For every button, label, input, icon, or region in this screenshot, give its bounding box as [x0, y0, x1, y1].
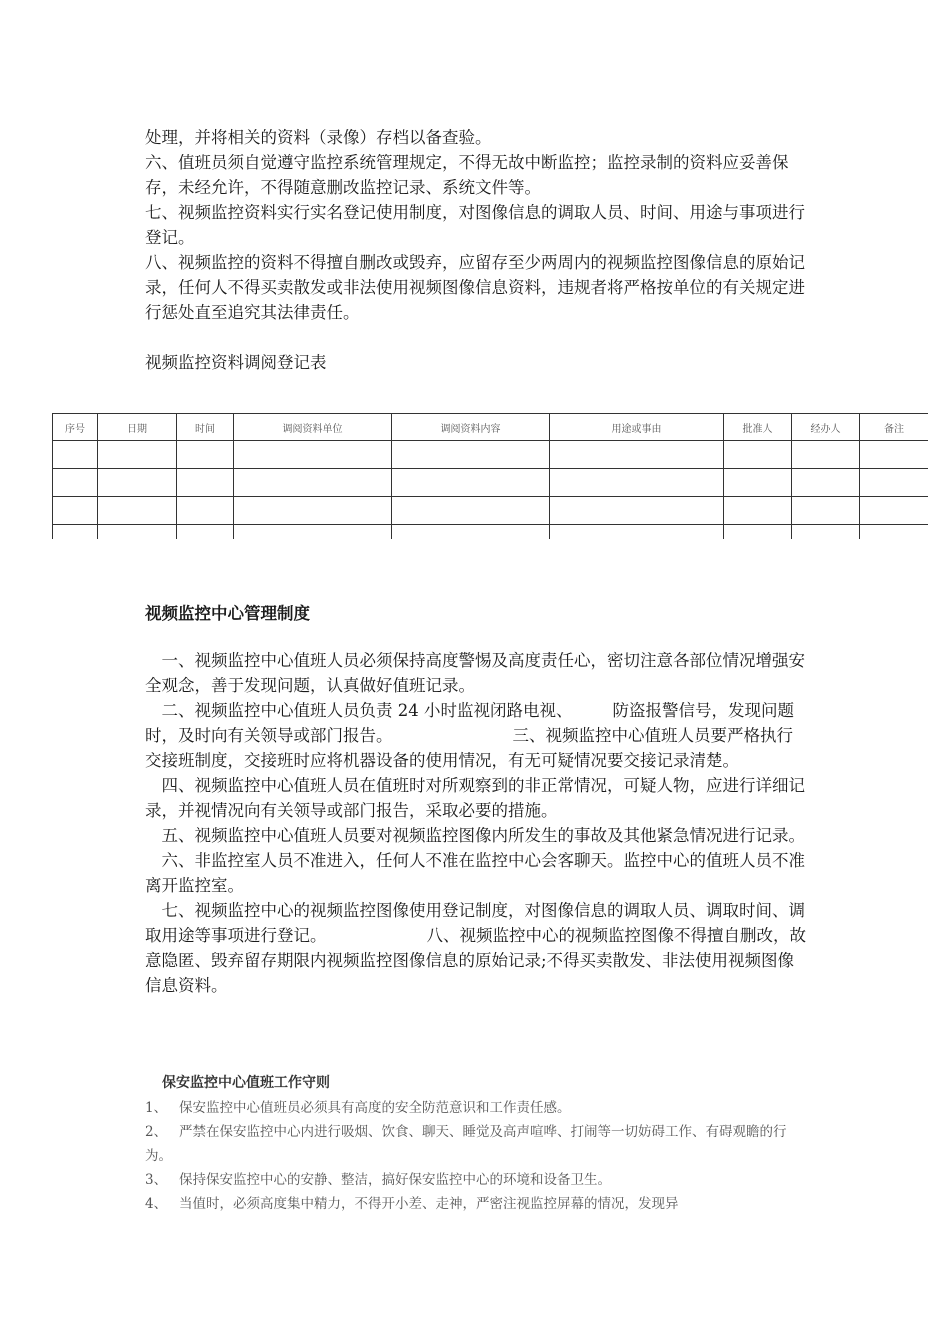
management-para-6: 六、非监控室人员不准进入，任何人不准在监控中心会客聊天。监控中心的值班人员不准离开监控室。: [145, 851, 805, 895]
rule-number: 4、: [145, 1196, 168, 1212]
management-section: [145, 648, 807, 998]
intro-line-7: 七、视频监控资料实行实名登记使用制度，对图像信息的调取人员、时间、用途与事项进行登记。: [145, 203, 805, 247]
para-7-part-a: 七、视频监控中心的视频监控图像使用登记制度，对图像信息的调取人员、调取时间、调取用途等事项进行登记。: [145, 901, 805, 945]
intro-line-8: 八、视频监控的资料不得擅自删改或毁弃，应留存至少两周内的视频监控图像信息的原始记录，任何人不得买卖散发或非法使用视频图像信息资料，违规者将严格按单位的有关规定进行惩处直至追究其法律责任。: [145, 253, 805, 322]
duty-rules-list: [145, 1096, 813, 1216]
table-row: [53, 497, 929, 525]
rule-number: 1、: [145, 1100, 168, 1116]
rule-number: 3、: [145, 1172, 168, 1188]
header-unit: 调阅资料单位: [234, 414, 392, 441]
table-row: [53, 525, 929, 540]
management-para-7: [145, 898, 807, 998]
list-item: [145, 1120, 813, 1168]
intro-line-1: 处理，并将相关的资料（录像）存档以备查验。: [145, 128, 492, 147]
management-title: 视频监控中心管理制度: [145, 604, 310, 623]
duty-rules-title: 保安监控中心值班工作守则: [162, 1075, 330, 1091]
list-item: [145, 1168, 813, 1192]
rule-text: 当值时，必须高度集中精力，不得开小差、走神，严密注视监控屏幕的情况，发现异: [179, 1196, 679, 1212]
para-2-part-b: 防盗报警信号，发现问题时，及时向有关领导或部门报告。: [145, 701, 794, 745]
header-content: 调阅资料内容: [392, 414, 550, 441]
list-item: [145, 1192, 813, 1216]
rule-text: 严禁在保安监控中心内进行吸烟、饮食、聊天、睡觉及高声喧哗、打闹等一切妨碍工作、有碍观瞻的行为。: [145, 1124, 787, 1164]
management-para-5: 五、视频监控中心值班人员要对视频监控图像内所发生的事故及其他紧急情况进行记录。: [161, 826, 805, 845]
para-7-part-b: 八、视频监控中心的视频监控图像不得擅自删改，故意隐匿、毁弃留存期限内视频监控图像信息的原始记录;不得买卖散发、非法使用视频图像信息资料。: [145, 926, 806, 995]
header-handler: 经办人: [792, 414, 860, 441]
register-table-wrapper: [52, 413, 928, 539]
header-approver: 批准人: [724, 414, 792, 441]
table-header-row: [53, 414, 929, 441]
header-seq: 序号: [53, 414, 98, 441]
table-row: [53, 441, 929, 469]
management-para-2: [145, 698, 807, 773]
register-table: [52, 413, 928, 539]
table-row: [53, 469, 929, 497]
register-table-title: 视频监控资料调阅登记表: [145, 353, 327, 372]
rule-text: 保持保安监控中心的安静、整洁，搞好保安监控中心的环境和设备卫生。: [179, 1172, 611, 1188]
header-time: 时间: [177, 414, 234, 441]
rule-number: 2、: [145, 1124, 168, 1140]
header-remarks: 备注: [860, 414, 929, 441]
intro-line-6: 六、值班员须自觉遵守监控系统管理规定，不得无故中断监控；监控录制的资料应妥善保存，未经允许，不得随意删改监控记录、系统文件等。: [145, 153, 789, 197]
para-2-part-c: 三、视频监控中心值班人员要严格执行交接班制度，交接班时应将机器设备的使用情况，有无可疑情况要交接记录清楚。: [145, 726, 793, 770]
intro-section: [145, 125, 807, 325]
list-item: [145, 1096, 813, 1120]
management-para-4: 四、视频监控中心值班人员在值班时对所观察到的非正常情况，可疑人物，应进行详细记录，并视情况向有关领导或部门报告，采取必要的措施。: [145, 776, 805, 820]
rule-text: 保安监控中心值班员必须具有高度的安全防范意识和工作责任感。: [179, 1100, 571, 1116]
header-date: 日期: [98, 414, 177, 441]
header-purpose: 用途或事由: [550, 414, 724, 441]
para-2-part-a: 二、视频监控中心值班人员负责 24 小时监视闭路电视、: [161, 701, 573, 720]
management-para-1: 一、视频监控中心值班人员必须保持高度警惕及高度责任心，密切注意各部位情况增强安全观念，善于发现问题，认真做好值班记录。: [145, 651, 805, 695]
